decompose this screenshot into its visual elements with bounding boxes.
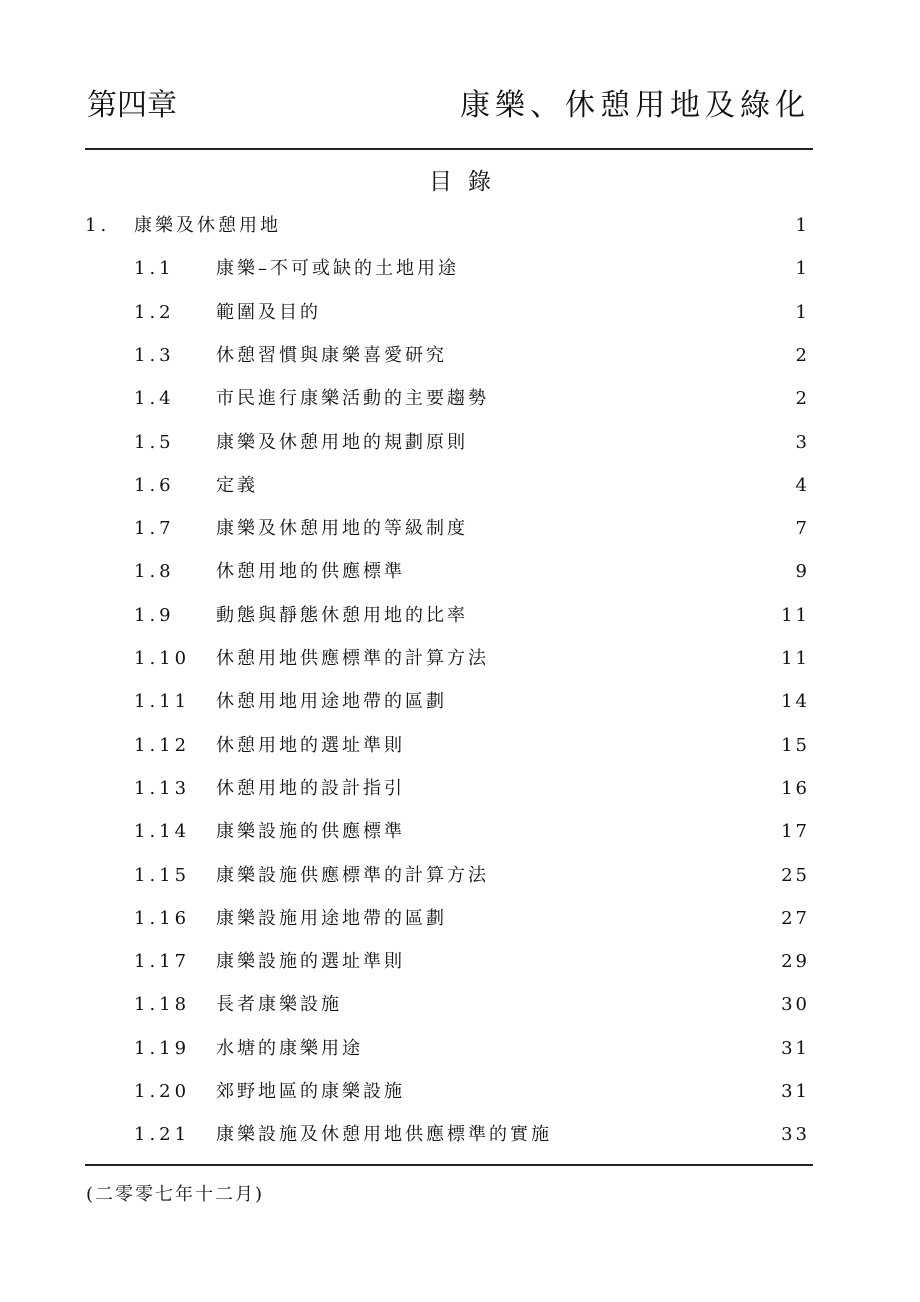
toc-entry-title: 動態與靜態休憩用地的比率 xyxy=(216,605,468,626)
toc-entry-page: 2 xyxy=(795,388,810,409)
toc-entry-number: 1.2 xyxy=(134,302,175,323)
toc-entry-number: 1.4 xyxy=(134,388,175,409)
toc-entry-page: 1 xyxy=(795,215,810,236)
toc-entry-page: 11 xyxy=(781,605,810,626)
toc-entry-page: 30 xyxy=(781,994,810,1015)
toc-entry-title: 市民進行康樂活動的主要趨勢 xyxy=(216,388,489,409)
toc-entry-number: 1.10 xyxy=(134,648,191,669)
toc-entry-page: 11 xyxy=(781,648,810,669)
toc-entry-title: 康樂設施及休憩用地供應標準的實施 xyxy=(216,1124,552,1145)
toc-entry-number: 1.17 xyxy=(134,951,191,972)
toc-entry-title: 範圍及目的 xyxy=(216,302,321,323)
toc-entry[interactable] xyxy=(0,862,920,890)
toc-entry[interactable] xyxy=(0,732,920,760)
toc-entry-number: 1.11 xyxy=(134,691,191,712)
toc-entry[interactable] xyxy=(0,991,920,1019)
toc-entry-number: 1.3 xyxy=(134,345,175,366)
footer-divider xyxy=(85,1164,813,1166)
toc-entry[interactable] xyxy=(0,602,920,630)
toc-entry-page: 14 xyxy=(781,691,810,712)
toc-entry-page: 15 xyxy=(781,735,810,756)
toc-entry[interactable] xyxy=(0,472,920,500)
toc-entry-page: 9 xyxy=(795,561,810,582)
toc-entry-page: 29 xyxy=(781,951,810,972)
toc-entry-page: 17 xyxy=(781,821,810,842)
toc-entry-page: 3 xyxy=(795,432,810,453)
chapter-number: 第四章 xyxy=(87,88,177,123)
toc-entry-number: 1. xyxy=(85,215,111,236)
toc-entry[interactable] xyxy=(0,1078,920,1106)
toc-entry[interactable] xyxy=(0,429,920,457)
toc-entry-title: 郊野地區的康樂設施 xyxy=(216,1081,405,1102)
toc-entry-page: 16 xyxy=(781,778,810,799)
toc-entry-number: 1.9 xyxy=(134,605,175,626)
toc-entry-title: 休憩用地供應標準的計算方法 xyxy=(216,648,489,669)
toc-entry-number: 1.12 xyxy=(134,735,191,756)
toc-entry-title: 康樂及休憩用地的等級制度 xyxy=(216,518,468,539)
toc-entry[interactable] xyxy=(0,905,920,933)
toc-entry-number: 1.8 xyxy=(134,561,175,582)
toc-entry[interactable] xyxy=(0,645,920,673)
toc-entry-page: 31 xyxy=(781,1081,810,1102)
toc-entry[interactable] xyxy=(0,342,920,370)
toc-entry[interactable] xyxy=(0,385,920,413)
toc-entry-number: 1.1 xyxy=(134,258,175,279)
toc-entry-page: 27 xyxy=(781,908,810,929)
toc-entry-page: 2 xyxy=(795,345,810,366)
toc-entry-number: 1.20 xyxy=(134,1081,191,1102)
toc-entry-title: 康樂及休憩用地 xyxy=(134,215,281,236)
toc-entry-title: 康樂設施的選址準則 xyxy=(216,951,405,972)
toc-entry-title: 休憩用地的選址準則 xyxy=(216,735,405,756)
toc-entry-number: 1.18 xyxy=(134,994,191,1015)
footer-date: (二零零七年十二月) xyxy=(86,1184,265,1205)
toc-entry-title: 休憩用地的供應標準 xyxy=(216,561,405,582)
toc-entry-page: 1 xyxy=(795,302,810,323)
toc-entry-page: 25 xyxy=(781,865,810,886)
toc-entry[interactable] xyxy=(0,558,920,586)
toc-entry[interactable] xyxy=(0,255,920,283)
toc-entry-number: 1.6 xyxy=(134,475,175,496)
toc-entry[interactable] xyxy=(0,818,920,846)
toc-entry-title: 定義 xyxy=(216,475,258,496)
chapter-title: 康樂、休憩用地及綠化 xyxy=(460,88,810,123)
toc-entry-title: 休憩用地的設計指引 xyxy=(216,778,405,799)
toc-entry-page: 4 xyxy=(795,475,810,496)
header-divider xyxy=(85,148,813,150)
toc-entry-title: 康樂及休憩用地的規劃原則 xyxy=(216,432,468,453)
toc-entry[interactable] xyxy=(0,212,920,240)
toc-entry-title: 康樂設施的供應標準 xyxy=(216,821,405,842)
toc-entry[interactable] xyxy=(0,1035,920,1063)
toc-entry-number: 1.7 xyxy=(134,518,175,539)
toc-entry-title: 休憩習慣與康樂喜愛研究 xyxy=(216,345,447,366)
toc-entry-page: 7 xyxy=(795,518,810,539)
toc-entry-number: 1.14 xyxy=(134,821,191,842)
toc-entry-number: 1.21 xyxy=(134,1124,191,1145)
toc-entry-page: 33 xyxy=(781,1124,810,1145)
toc-entry-page: 1 xyxy=(795,258,810,279)
toc-entry-number: 1.13 xyxy=(134,778,191,799)
toc-entry-title: 康樂設施用途地帶的區劃 xyxy=(216,908,447,929)
toc-entry[interactable] xyxy=(0,299,920,327)
toc-entry[interactable] xyxy=(0,775,920,803)
toc-entry-page: 31 xyxy=(781,1038,810,1059)
toc-entry-title: 長者康樂設施 xyxy=(216,994,342,1015)
toc-entry-title: 康樂設施供應標準的計算方法 xyxy=(216,865,489,886)
toc-heading: 目錄 xyxy=(429,169,507,195)
toc-entry-number: 1.16 xyxy=(134,908,191,929)
toc-entry[interactable] xyxy=(0,1121,920,1149)
toc-entry-title: 水塘的康樂用途 xyxy=(216,1038,363,1059)
toc-entry-number: 1.15 xyxy=(134,865,191,886)
toc-entry[interactable] xyxy=(0,515,920,543)
toc-entry[interactable] xyxy=(0,688,920,716)
toc-entry-title: 休憩用地用途地帶的區劃 xyxy=(216,691,447,712)
toc-entry-number: 1.5 xyxy=(134,432,175,453)
toc-entry-title: 康樂–不可或缺的土地用途 xyxy=(216,258,459,279)
toc-entry[interactable] xyxy=(0,948,920,976)
toc-entry-number: 1.19 xyxy=(134,1038,191,1059)
